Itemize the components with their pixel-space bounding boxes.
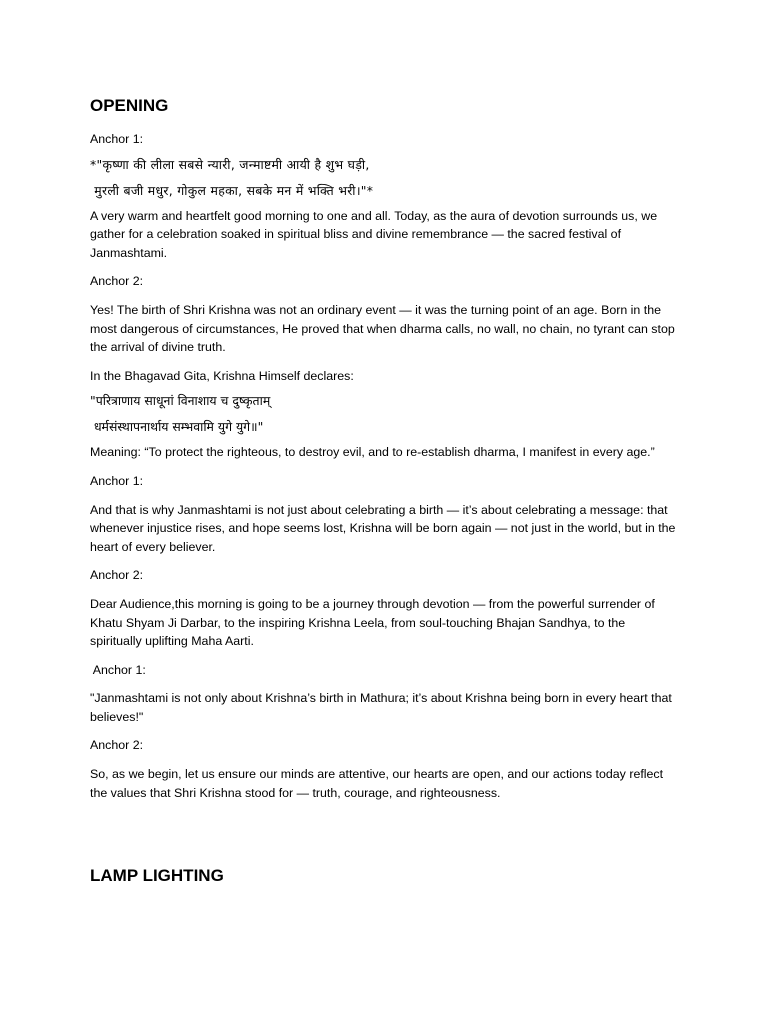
krishna-birth-paragraph: Yes! The birth of Shri Krishna was not an ordinary event — it was the turning point of an age. Born in the most dangerous of circumstances, He proved that when dharma calls, no wall, no chain, no tyrant can stop the arrival of divine truth. — [90, 302, 675, 355]
section-heading-opening: OPENING — [90, 96, 169, 115]
anchor-label: Anchor 1: — [90, 662, 146, 677]
sanskrit-shloka-line-1: "परित्राणाय साधूनां विनाशाय च दुष्कृताम् — [90, 393, 271, 409]
section-heading-lamp-lighting: LAMP LIGHTING — [90, 866, 224, 886]
anchor-label: Anchor 1: — [90, 473, 144, 488]
document-page — [90, 94, 680, 888]
hindi-verse-line-2: मुरली बजी मधुर, गोकुल महका, सबके मन में भक्ति भरी।"* — [90, 182, 374, 198]
quote-paragraph: "Janmashtami is not only about Krishna’s birth in Mathura; it’s about Krishna being born in every heart that believes!" — [90, 691, 672, 724]
anchor-label: Anchor 2: — [90, 738, 144, 753]
anchor-label: Anchor 1: — [90, 132, 144, 146]
hindi-verse-line-1: *"कृष्णा की लीला सबसे न्यारी, जन्माष्टमी आयी है शुभ घड़ी, — [90, 156, 370, 172]
meaning-paragraph: Meaning: “To protect the righteous, to destroy evil, and to re-establish dharma, I manifest in every age.” — [90, 445, 655, 460]
anchor-label: Anchor 2: — [90, 274, 144, 289]
welcome-paragraph: A very warm and heartfelt good morning to one and all. Today, as the aura of devotion surrounds us, we gather for a celebration soaked in spiritual bliss and divine remembrance — the sacred festival of Janmashtami. — [90, 208, 658, 260]
gita-intro-paragraph: In the Bhagavad Gita, Krishna Himself declares: — [90, 368, 354, 383]
program-overview-paragraph: Dear Audience,this morning is going to be a journey through devotion — from the powerful surrender of Khatu Shyam Ji Darbar, to the inspiring Krishna Leela, from soul-touching Bhajan Sandhya, to the spiritually uplifting Maha Aarti. — [90, 596, 655, 649]
anchor-label: Anchor 2: — [90, 568, 144, 583]
closing-paragraph: So, as we begin, let us ensure our minds are attentive, our hearts are open, and our actions today reflect the values that Shri Krishna stood for — truth, courage, and righteousness. — [90, 767, 664, 800]
sanskrit-shloka-line-2: धर्मसंस्थापनार्थाय सम्भवामि युगे युगे॥" — [90, 419, 264, 435]
janmashtami-message-paragraph: And that is why Janmashtami is not just about celebrating a birth — it’s about celebrating a message: that whenever injustice rises, and hope seems lost, Krishna will be born again — not just in the world, but in the heart of every believer. — [90, 502, 676, 554]
